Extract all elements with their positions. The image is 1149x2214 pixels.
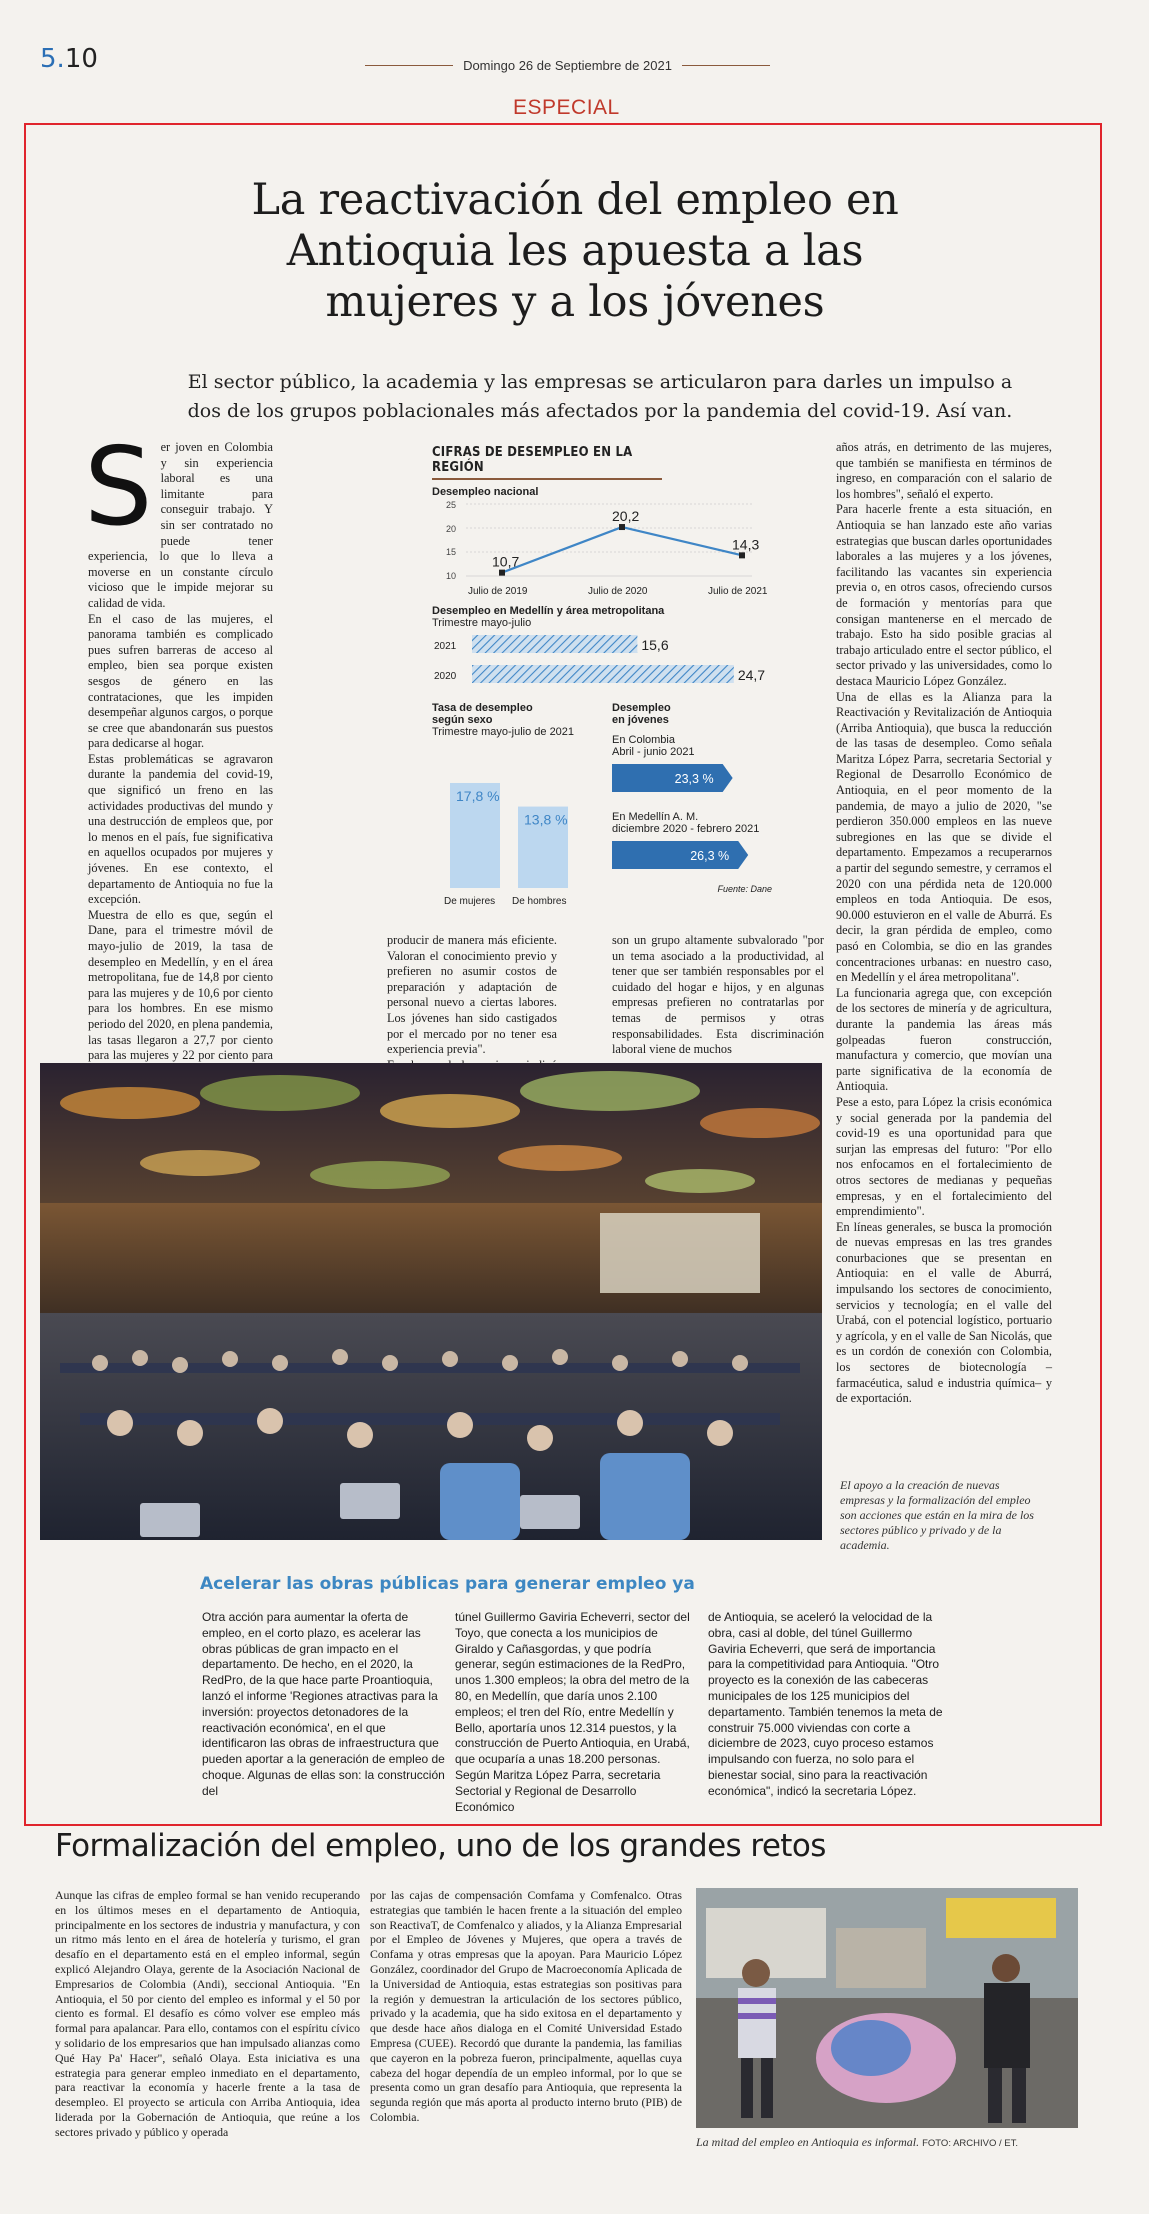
medellin-bar [472, 665, 734, 683]
data-label: 15,6 [641, 637, 669, 653]
national-series-line [502, 527, 742, 573]
paragraph: Estas problemáticas se agravaron durante la pandemia del covid-19, que significó un freno en las actividades productivas del mundo y una destrucción de empleos que, por lo menos en el país, fue significativa en aquellos ocupados por mujeres y jóvenes. En ese contexto, el departamento de Antioquia no fue la excepción. [88, 751, 273, 907]
category-label: De mujeres [444, 896, 496, 907]
category-label: 2021 [434, 641, 457, 652]
paragraph: Para hacerle frente a esta situación, en Antioquia se han lanzado este año varias estrategias que buscan darles oportunidades laborales a las mujeres y a los jóvenes, facilitando las vacantes sin experiencia previa o, en otros casos, ofreciendo cursos de formación y mentorías para que consigan mantenerse en el mercado de trabajo. Esto ha sido posible gracias al trabajo articulado entre el sector público, el sector privado y las universidades, como lo destaca Mauricio López González. [836, 502, 1052, 688]
article-deck: El sector público, la academia y las empresas se articularon para darles un impulso a dos de los grupos poblacionales más afectados por la pandemia del covid-19. Así van. [187, 371, 1013, 422]
lower-charts-row [432, 702, 772, 915]
paragraph: En el caso de las mujeres, el panorama también es complicado pues sufren barreras de acceso al empleo, bien sea porque existen sesgos de género en las contrataciones, que les impiden desempeñar algunos cargos, o porque se cree que abandonarán sus puestos para dedicarse al hogar. [88, 611, 273, 751]
data-label: 10,7 [492, 553, 520, 570]
second-article-column-1: Aunque las cifras de empleo formal se han venido recuperando en los últimos meses en el departamento de Antioquia, principalmente en los sectores de industria y manufactura, y con un ritmo más lento en el área de hotelería y turismo, el gran desafío en el departamento está en el empleo informal, según explicó Alejandro Olaya, gerente de la Asociación Nacional de Empresarios de Colombia (Andi), seccional Antioquia. "En Antioquia, el 50 por ciento del empleo es informal y el 50 por ciento es formal. El desafío es cómo volver ese empleo más formal para apalancar. Para ello, contamos con el espíritu cívico y solidario de los empresarios que han impulsado alianzas como Qué Hay Pa' Hacer", señaló Olaya. Esta iniciativa es una estrategia para generar empleo inmediato en el departamento, para reactivar la economía y hacerle frente a la tasa de desempleo. El proyecto se articula con Arriba Antioquia, idea liderada por la Gobernación de Antioquia, que reúne a los sectores privado y público y operada [55, 1888, 360, 2139]
youth-medellin-bar [612, 835, 772, 875]
youth-subtitle-1: Desempleo [612, 702, 671, 714]
sidebar-column-3: de Antioquia, se aceleró la velocidad de la obra, casi al doble, del túnel Guillermo Gaviria Echeverri, que será de importancia para la competitividad para Antioquia. "Otro proyecto es la conexión de las cabeceras municipales de los 125 municipios del departamento. También tenemos la meta de construir 75.000 viviendas con corte a diciembre de 2023, cuyo proceso estamos impulsando con fuerza, no solo para el bienestar social, sino para la reactivación económica", indicó la secretaria López. [708, 1610, 943, 1798]
national-subtitle: Desempleo nacional [432, 486, 539, 498]
chart-source: Fuente: Dane [717, 884, 772, 894]
y-tick-label: 10 [446, 571, 457, 581]
article-column-3 [612, 933, 824, 1058]
data-label: 23,3 % [674, 772, 714, 786]
dateline [365, 58, 770, 73]
medellin-period: Trimestre mayo-julio [432, 617, 532, 629]
national-line-chart [432, 498, 772, 600]
page-number [40, 44, 98, 74]
data-point [619, 524, 625, 530]
youth-b-line1: En Medellín A. M. [612, 811, 699, 823]
medellin-subtitle: Desempleo en Medellín y área metropolitana [432, 605, 665, 617]
data-label: 26,3 % [690, 849, 730, 863]
x-tick-label: Julio de 2021 [708, 586, 768, 597]
publication-date: Domingo 26 de Septiembre de 2021 [463, 58, 672, 73]
data-label: 17,8 % [456, 787, 500, 804]
second-photo-caption [696, 2135, 1078, 2151]
drop-cap: S [84, 425, 153, 550]
category-label: 2020 [434, 671, 457, 682]
photo-credit: FOTO: ARCHIVO / ET. [922, 2138, 1019, 2149]
youth-bar [612, 764, 733, 792]
youth-b-line2: diciembre 2020 - febrero 2021 [612, 823, 760, 835]
second-article-column-2: por las cajas de compensación Comfama y Comfenalco. Otras estrategias que también le hacen frente a la situación del empleo son ReactivaT, de Comfenalco y aliados, y la Alianza Empresarial por el Empleo de Jóvenes y Mujeres, que opera a través de Confama y otras empresas que la apoyan. Para Mauricio López González, coordinador del Grupo de Macroeconomía Aplicada de la Universidad de Antioquia, estas estrategias son positivas para la región y demuestran la articulación de los sectores público, privado y la academia, que ha sido exitosa en el departamento y que desde hace años dialoga en el Comité Universidad Estado Empresa (CUEE). Recordó que durante la pandemia, las familias que cayeron en la pobreza fueron, principalmente, aquellas cuya cabeza del hogar dependía de un empleo informal, por lo que se presenta como un gran desafío para Antioquia, que representa la segunda región que más aporta al producto interno bruto (PIB) de Colombia. [370, 1888, 682, 2124]
category-label: De hombres [512, 896, 567, 907]
gender-period: Trimestre mayo-julio de 2021 [432, 726, 575, 738]
article-headline: La reactivación del empleo en Antioquia les apuesta a las mujeres y a los jóvenes [251, 175, 899, 327]
paragraph: Pese a esto, para López la crisis económica y social generada por la pandemia del covid-19 es una oportunidad para que surjan las empresas del futuro: "Por ello nos enfocamos en el fortalecimiento de otros sectores de medianas y pequeñas empresas, y en el fortalecimiento del emprendimiento". [836, 1094, 1052, 1219]
data-label: 14,3 [732, 536, 760, 553]
dateline-rule-right [682, 65, 770, 66]
paragraph: La funcionaria agrega que, con excepción de los sectores de minería y de agricultura, durante la pandemia las áreas más golpeadas fueron construcción, manufactura y comercio, que movían una parte significativa de la economía de Antioquia. [836, 985, 1052, 1094]
paragraph: er joven en Colombia y sin experiencia laboral es una limitante para conseguir trabajo. Y sin ser contratado no puede tener experiencia, lo que lo lleva a moverse en un constante círculo vicioso que le impide mejorar su calidad de vida. [88, 440, 273, 610]
second-article-headline: Formalización del empleo, uno de los grandes retos [55, 1828, 826, 1864]
photo-caption: El apoyo a la creación de nuevas empresas y la formalización del empleo son acciones que están en la mira de los sectores público y privado y de la academia. [840, 1478, 1034, 1552]
paragraph: Muestra de ello es que, según el Dane, para el trimestre móvil de mayo-julio de 2019, la tasa de desempleo en Medellín, y en el área metropolitana, fue de 14,8 por ciento para las mujeres y de 10,6 por ciento para los hombres. En ese mismo periodo del 2020, en plena pandemia, las tasas llegaron a 27,7 por ciento para las mujeres y 22 por ciento para [88, 907, 273, 1063]
y-tick-label: 25 [446, 500, 457, 510]
data-label: 13,8 % [524, 811, 568, 828]
event-hall-illustration [40, 1063, 822, 1540]
youth-a-line1: En Colombia [612, 734, 675, 746]
x-tick-label: Julio de 2020 [588, 586, 648, 597]
sidebar-column-2: túnel Guillermo Gaviria Echeverri, sector del Toyo, que conecta a los municipios de Giraldo y Cañasgordas, y que podría generar, según estimaciones de la RedPro, unos 1.300 empleos; la obra del metro de la 80, en Medellín, que daría unos 2.100 empleos; el tren del Río, entre Medellín y Bello, aportaría unos 12.314 puestos, y la construcción de Puerto Antioquia, en Urabá, que ocuparía a unas 18.200 personas. Según Maritza López Parra, secretaria Sectorial y Regional de Desarrollo Económico [455, 1610, 690, 1814]
paragraph: son un grupo altamente subvalorado "por un tema asociado a la productividad, al tener que ser también responsables por el cuidado del hogar e hijos, y en algunas empresas prefieren no contratarlas por temas de permisos y otras responsabilidades. Esta discriminación laboral viene de muchos [612, 933, 824, 1057]
street-vendor-illustration [696, 1888, 1078, 2128]
street-vendor-photo [696, 1888, 1078, 2128]
data-point [499, 570, 505, 576]
page-number-suffix: 10 [64, 44, 98, 74]
article-column-4 [836, 440, 1052, 1407]
sidebar-column-1: Otra acción para aumentar la oferta de empleo, en el corto plazo, es acelerar las obras públicas de gran impacto en el departamento. De hecho, en el 2020, la RedPro, de la que hace parte Proantioquia, lanzó el informe 'Regiones atractivas para la inversión: proyectos detonadores de la reactivación económica', en el que identificaron las obras de infraestructura que pueden aportar a la generación de empleo de choque. Algunas de ellas son: la construcción del [202, 1610, 445, 1798]
chart-title: CIFRAS DE DESEMPLEO EN LA REGIÓN [432, 445, 662, 480]
medellin-bar [472, 635, 637, 653]
second-photo-caption-text: La mitad del empleo en Antioquia es informal. [696, 2135, 920, 2149]
data-label: 24,7 [737, 667, 766, 683]
y-tick-label: 15 [446, 547, 457, 557]
gender-subtitle-2: según sexo [432, 714, 493, 726]
unemployment-infographic [432, 445, 772, 915]
x-tick-label: Julio de 2019 [468, 586, 528, 597]
page-number-prefix: 5. [40, 44, 65, 74]
data-label: 20,2 [612, 508, 640, 525]
gender-subtitle-1: Tasa de desempleo [432, 702, 533, 714]
event-hall-photo [40, 1063, 822, 1540]
gender-panel [432, 702, 592, 915]
paragraph: Una de ellas es la Alianza para la Reactivación y Revitalización de Antioquia (Arriba Antioquia), que busca la reducción de las tasas de desempleo. Como señala Maritza López Parra, secretaria Sectorial y Regional de Desarrollo Económico de Antioquia, en el peor momento de la pandemia, de mayo a julio de 2020, "se perdieron 350.000 empleos en las nueve subregiones en las que se divide el departamento. Empezamos a recuperarnos a partir del segundo semestre, y cerramos el 2020 con una pérdida neta de 120.000 empleos en toda Antioquia. De esos, 90.000 estuvieron en el valle de Aburrá. Es decir, la gran pérdida de empleo, como pasó en Colombia, se dio en las grandes concentraciones urbanas: en nuestro caso, en Medellín y el área metropolitana". [836, 689, 1052, 985]
gender-bar-chart [432, 738, 592, 910]
section-tag: ESPECIAL [513, 96, 620, 119]
sidebar-title: Acelerar las obras públicas para generar empleo ya [200, 1574, 695, 1594]
youth-panel [612, 702, 772, 915]
paragraph: En líneas generales, se busca la promoción de nuevas empresas en las tres grandes conurbaciones que se presentan en Antioquia: en el valle de Aburrá, impulsando los sectores de conocimiento, servicios y tecnología; en el valle del Urabá, con el potencial logístico, portuario y agrícola, y en el valle de San Nicolás, que es un cordón de conexión con Colombia, los sectores de biotecnología –farmacéutica, salud e industria química– y de exportación. [836, 1219, 1052, 1406]
data-point [739, 552, 745, 558]
paragraph: años atrás, en detrimento de las mujeres, que también se manifiesta en términos de ingreso, en comparación con el salario de los hombres", señaló el experto. [836, 440, 1052, 501]
youth-a-line2: Abril - junio 2021 [612, 746, 695, 758]
youth-subtitle-2: en jóvenes [612, 714, 669, 726]
youth-colombia-bar [612, 758, 772, 798]
dateline-rule-left [365, 65, 453, 66]
paragraph: producir de manera más eficiente. Valoran el conocimiento previo y prefieren no asumir costos de preparación y adaptación de personal nuevo a ciertas labores. Los jóvenes han sido castigados por el mercado por no tener esa experiencia previa". [387, 933, 557, 1057]
y-tick-label: 20 [446, 524, 457, 534]
medellin-bar-chart [432, 629, 772, 693]
